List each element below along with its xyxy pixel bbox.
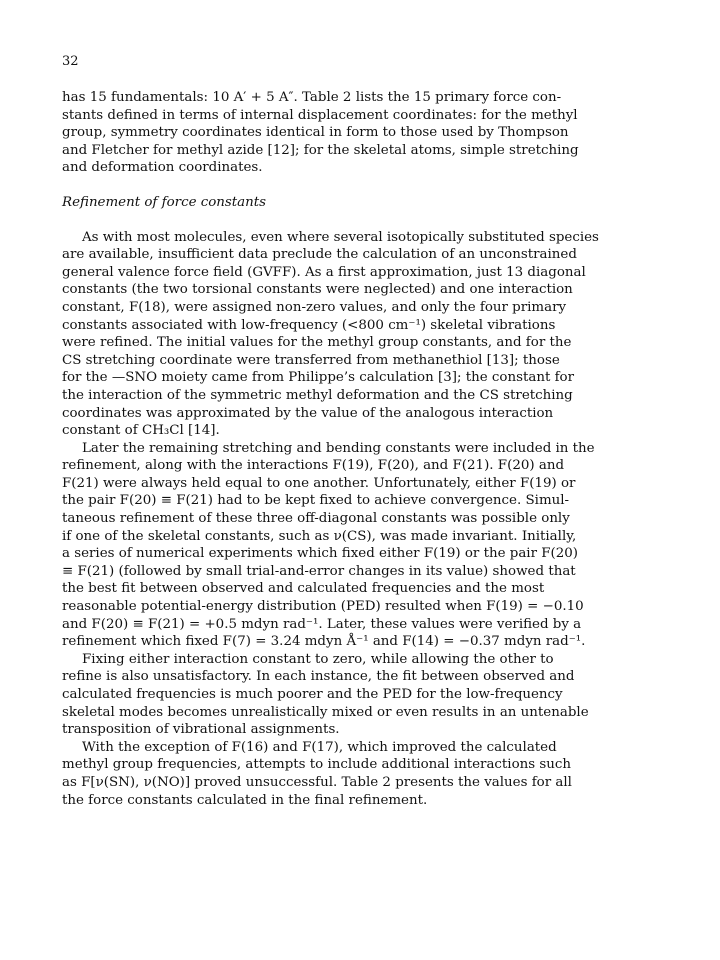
page-number: 32 bbox=[62, 54, 79, 69]
text-line: are available, insufficient data preclude the calculation of an unconstrained bbox=[62, 247, 577, 263]
text-line: were refined. The initial values for the methyl group constants, and for the bbox=[62, 335, 572, 351]
text-line: reasonable potential-energy distribution (PED) resulted when F(19) = −0.10 bbox=[62, 599, 584, 615]
text-line: and deformation coordinates. bbox=[62, 160, 263, 176]
text-line: general valence force field (GVFF). As a first approximation, just 13 diagonal bbox=[62, 264, 586, 280]
text-line: constant of CH₃Cl [14]. bbox=[62, 423, 220, 439]
text-line: and F(20) ≡ F(21) = +0.5 mdyn rad⁻¹. Later, these values were verified by a bbox=[62, 616, 582, 632]
section-heading: Refinement of force constants bbox=[62, 194, 267, 210]
text-line: the best fit between observed and calculated frequencies and the most bbox=[62, 581, 545, 597]
text-line: transposition of vibrational assignments. bbox=[62, 722, 340, 738]
text-line: group, symmetry coordinates identical in form to those used by Thompson bbox=[62, 125, 569, 141]
body-paragraph bbox=[62, 440, 662, 651]
text-line: constants (the two torsional constants were neglected) and one interaction bbox=[62, 282, 573, 298]
text-line: refinement, along with the interactions F(19), F(20), and F(21). F(20) and bbox=[62, 458, 565, 474]
text-line: methyl group frequencies, attempts to include additional interactions such bbox=[62, 757, 572, 773]
text-line: F(21) were always held equal to one another. Unfortunately, either F(19) or bbox=[62, 475, 576, 491]
text-line: the pair F(20) ≡ F(21) had to be kept fixed to achieve convergence. Simul- bbox=[62, 493, 570, 509]
text-line: taneous refinement of these three off-diagonal constants was possible only bbox=[62, 511, 570, 527]
body-paragraph bbox=[62, 739, 662, 809]
text-line: as F[ν(SN), ν(NO)] proved unsuccessful. Table 2 presents the values for all bbox=[62, 774, 572, 790]
text-line: coordinates was approximated by the value of the analogous interaction bbox=[62, 405, 554, 421]
text-line: the interaction of the symmetric methyl deformation and the CS stretching bbox=[62, 387, 573, 403]
text-line: and Fletcher for methyl azide [12]; for the skeletal atoms, simple stretching bbox=[62, 142, 579, 158]
text-line: calculated frequencies is much poorer and the PED for the low-frequency bbox=[62, 687, 563, 702]
intro-paragraph bbox=[62, 89, 662, 177]
page-body bbox=[62, 89, 662, 809]
body-paragraph bbox=[62, 229, 662, 440]
text-line: skeletal modes becomes unrealistically mixed or even results in an untenable bbox=[62, 704, 589, 720]
text-line: a series of numerical experiments which fixed either F(19) or the pair F(20) bbox=[62, 546, 579, 562]
text-line: constant, F(18), were assigned non-zero values, and only the four primary bbox=[62, 299, 567, 315]
text-line: for the —SNO moiety came from Philippe’s calculation [3]; the constant for bbox=[62, 370, 575, 386]
text-line: refine is also unsatisfactory. In each instance, the fit between observed and bbox=[62, 669, 575, 685]
text-line: Fixing either interaction constant to zero, while allowing the other to bbox=[82, 651, 554, 667]
text-line: the force constants calculated in the final refinement. bbox=[62, 792, 428, 808]
text-line: stants defined in terms of internal displacement coordinates: for the methyl bbox=[62, 107, 578, 123]
text-line: With the exception of F(16) and F(17), which improved the calculated bbox=[82, 739, 557, 755]
text-line: CS stretching coordinate were transferred from methanethiol [13]; those bbox=[62, 352, 560, 368]
text-line: As with most molecules, even where several isotopically substituted species bbox=[82, 229, 599, 245]
text-line: Later the remaining stretching and bending constants were included in the bbox=[82, 440, 595, 456]
text-line: has 15 fundamentals: 10 A′ + 5 A″. Table 2 lists the 15 primary force con- bbox=[62, 90, 562, 105]
text-line: constants associated with low-frequency (<800 cm⁻¹) skeletal vibrations bbox=[62, 317, 556, 333]
body-paragraph bbox=[62, 651, 662, 739]
text-line: refinement which fixed F(7) = 3.24 mdyn Å⁻¹ and F(14) = −0.37 mdyn rad⁻¹. bbox=[62, 634, 586, 650]
text-line: if one of the skeletal constants, such as ν(CS), was made invariant. Initially, bbox=[62, 528, 577, 544]
text-line: ≡ F(21) (followed by small trial-and-error changes in its value) showed that bbox=[62, 563, 576, 579]
